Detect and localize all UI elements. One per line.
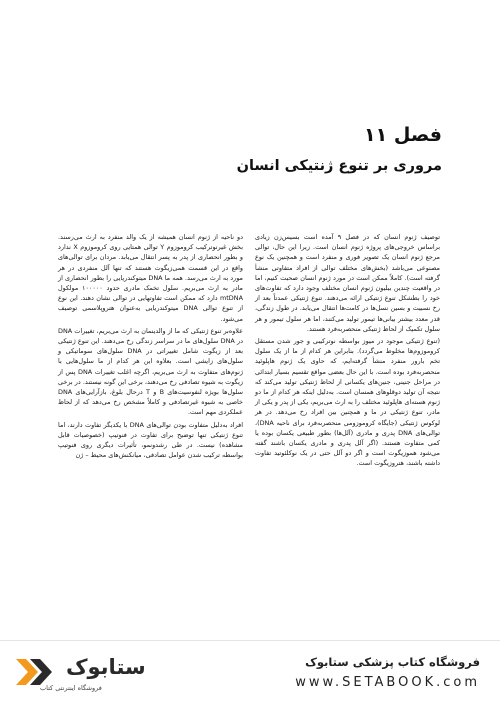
chapter-number: فصل ۱۱: [364, 124, 442, 146]
paragraph: (تنوع ژنتیکی موجود در میوز بواسطه نوترکیبی و جور شدن مستقل کروموزوم‌ها مخلوط می‌گردد). بنابراین هر کدام از ما از یک سلول تخم بارور منفرد منشأ گرفته‌ایم، که حاوی یک ژنوم هاپلوئید منحصر‌به‌فرد بوده است. با این حال بعضی مواقع تقسیم بسیار ابتدائی در مراحل جنینی، جنین‌های یکسانی از لحاظ ژنتیکی تولید می‌کند که نتیجه آن تولید دوقلوهای همسان است. به‌دلیل اینکه هر کدام از ما دو ژنوم هسته‌ای هاپلوئید مختلف را به ارث می‌بریم، یکی از پدر و یکی از مادر، تنوع ژنتیکی در ما و همچنین بین افراد رخ می‌دهد. در هر لوکوس ژنتیکی (جایگاه کروموزومی منحصر‌به‌فرد برای ناحیه DNA)، توالی‌های DNA پدری و مادری (آلل‌ها) بطور طبیعی یکسان بوده یا کمی متفاوت هستند. (اگر آلل پدری و مادری یکسان باشند گفته می‌شود هموزیگوت است و اگر دو آلل حتی در یک نوکلئوتید تفاوت داشته باشند، هتروزیگوت است.: [255, 337, 440, 468]
paragraph: افراد به‌دلیل متفاوت بودن توالی‌های DNA با یکدیگر تفاوت دارند، اما تنوع ژنتیکی تنها توضیح برای تفاوت در فنوتیپ (خصوصیات قابل مشاهده) نیست. در طی رشدونمو، تأثیرات دیگری روی فنوتیپ بواسطه ترکیب شدن عوامل تصادفی، میانکنش‌های محیط – ژن: [58, 420, 243, 460]
setabook-logo[interactable]: [14, 651, 146, 693]
paragraph: توصیف ژنوم انسان که در فصل ۹ آمده است بسیس‌زن زیادی براساس خروجی‌های پروژه ژنوم انسان است. زیرا این حال، توالی مرجع ژنوم انسان یک تصویر فوری و منفرد است و همچنین یک نوع مصنوعی می‌باشد (بخش‌های مختلف توالی از افراد متفاوتی منشأ گرفته است). کاملاً ممکن است در مورد ژنوم انسان صحبت کنیم، اما در واقعیت چندین بیلیون ژنوم انسان مختلف وجود دارد که تفاوت‌های خود را بطشکل تنوع ژنتیکی ارائه می‌دهند. تنوع ژنتیکی عمدتاً بعد از رخ نسبیت و بسین نسل‌ها در کامت‌ها انتقال می‌یابد. در طول زندگی، قدر معدد بیشتر بیانی‌ها تیمور تولید می‌کنند، اما هر سلول تیمور و هر سلول تکمیک از لحاظ ژنتیکی منحصر‌به‌فرد هستند.: [255, 233, 440, 333]
text-column-left: [58, 232, 243, 462]
text-column-right: [255, 232, 440, 471]
shop-url-link[interactable]: www.SETABOOK.com: [295, 675, 480, 690]
logo-subtitle: فروشگاه اینترنتی کتاب: [40, 684, 102, 692]
chapter-title: مروری بر تنوع ژنتیکی انسان: [236, 158, 442, 174]
shop-name: فروشگاه کتاب پزشکی ستابوک: [305, 655, 480, 669]
paragraph: علاوه‌بر تنوع ژنتیکی که ما از والدینمان به ارث می‌بریم، تغییرات DNA در DNA سلول‌های ما در سراسر زندگی رخ می‌دهند. این تنوع ژنتیکی بعد از زیگوت شامل تغییراتی در DNA سلول‌های سوماتیکی و سلول‌های زایشی است. بعلاوه این هر کدام از ما سلول‌هایی با ژنوم‌های متفاوت به ارث می‌بریم، اگرچه اغلب تغییرات DNA پس از زیگوت به شیوه تصادفی رخ می‌دهند، برخی این گونه نیستند. در برخی سلول‌ها بویژه لنفوسیت‌های B و T درحال بلوغ، بازآرایی‌های DNA خاصی به شیوه غیرتصادفی و کاملاً مشخص رخ می‌دهد که از لحاظ عملکردی مهم است.: [58, 326, 244, 417]
logo-text: ستابوک: [66, 655, 146, 679]
paragraph: دو ناحیه از ژنوم انسان همیشه از یک والد منفرد به ارث می‌رسند. بخش غیرنوترکیب کروموزوم Y توالی همتایی روی کروموزوم X ندارد و بطور انحصاری از پدر به پسر انتقال می‌یابد. مردان برای توالی‌های واقع در این قسمت همی‌زیگوت هستند که تنها آلل منفردی در هر مورد به ارث می‌رسد. همه ما DNA میتوکندریایی را بطور انحصاری از مادر به ارث می‌بریم. سلول تخمک مادری حدود ۱۰۰۰۰۰ مولکول mtDNA دارد که ممکن است تفاوتهایی در توالی نشان دهند. این نوع از تنوع توالی DNA میتوکندریایی به‌عنوان هتروپلاسمی توصیف می‌شود.: [58, 233, 244, 323]
watermark-footer: [0, 640, 500, 701]
